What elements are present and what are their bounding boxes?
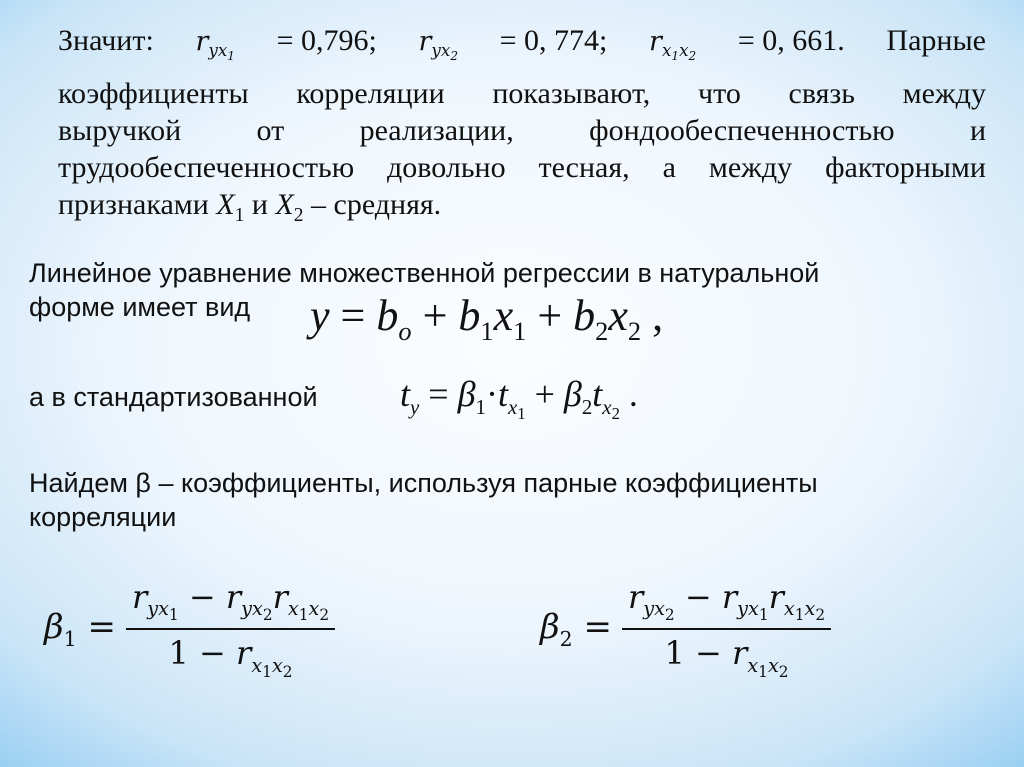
word: факторными <box>825 151 986 185</box>
beta2-formula: $\beta_2$ = $\frac{r_{yx_2} - r_{yx_1}r_{x_1x_2}}{1 - r_{x_1x_2}}$ <box>540 578 831 680</box>
paragraph-pair-correlations <box>58 22 986 234</box>
word: а <box>662 151 676 185</box>
word: реализации, <box>359 114 514 148</box>
x2-symbol: $X_2$ <box>275 188 304 227</box>
r-x1x2-formula: rx1x2 <box>649 26 697 64</box>
paragraph-find-beta <box>29 466 818 534</box>
word: коэффициенты <box>58 77 249 111</box>
text: признаками <box>58 188 217 222</box>
p1-line-4 <box>58 149 986 186</box>
paragraph-standardized: а в стандартизованной <box>29 382 318 412</box>
natural-form-equation: $y = b_o + b_1x_1 + b_2x_2$ , <box>310 291 664 346</box>
beta1-formula: $\beta_1$ = $\frac{r_{yx_1} - r_{yx_2}r_{x_1x_2}}{1 - r_{x_1x_2}}$ <box>44 578 335 680</box>
word: тесная, <box>538 151 630 185</box>
p4-line-2: корреляции <box>29 502 177 532</box>
p1-parnye: Парные <box>886 24 986 57</box>
word: связь <box>788 77 855 111</box>
word: довольно <box>387 151 506 185</box>
word: корреляции <box>296 77 445 111</box>
word: от <box>256 114 285 148</box>
p4-line-1: Найдем β – коэффициенты, используя парные коэффициенты <box>29 468 818 498</box>
p1-line-5 <box>58 186 986 234</box>
standardized-equation: $t_y = \beta_1\cdot t_{x_1} + \beta_2t_{x_2}$ . <box>400 374 638 424</box>
r-yx1-value: = 0,796; <box>276 24 377 57</box>
p2-line-2: форме имеет вид <box>29 292 251 322</box>
text: – средняя. <box>303 188 442 222</box>
word: между <box>902 77 986 111</box>
r-x1x2-value: = 0, 661. <box>737 24 845 57</box>
word: между <box>708 151 793 185</box>
p1-line-3 <box>58 112 986 149</box>
r-yx1-formula: ryx1 <box>195 26 235 64</box>
word: трудообеспеченностью <box>58 151 355 185</box>
word: фондообеспеченностью <box>589 114 895 148</box>
p1-lead: Значит: <box>58 24 154 57</box>
x1-symbol: $X_1$ <box>216 188 245 227</box>
r-yx2-formula: ryx2 <box>418 26 458 64</box>
p1-line-2 <box>58 75 986 112</box>
text: и <box>244 188 276 222</box>
word: и <box>969 114 986 148</box>
p1-line-1 <box>58 22 986 75</box>
word: что <box>698 77 741 111</box>
word: выручкой <box>58 114 182 148</box>
r-yx2-value: = 0, 774; <box>499 24 608 57</box>
word: показывают, <box>492 77 651 111</box>
p2-line-1: Линейное уравнение множественной регрессии в натуральной <box>29 258 820 288</box>
